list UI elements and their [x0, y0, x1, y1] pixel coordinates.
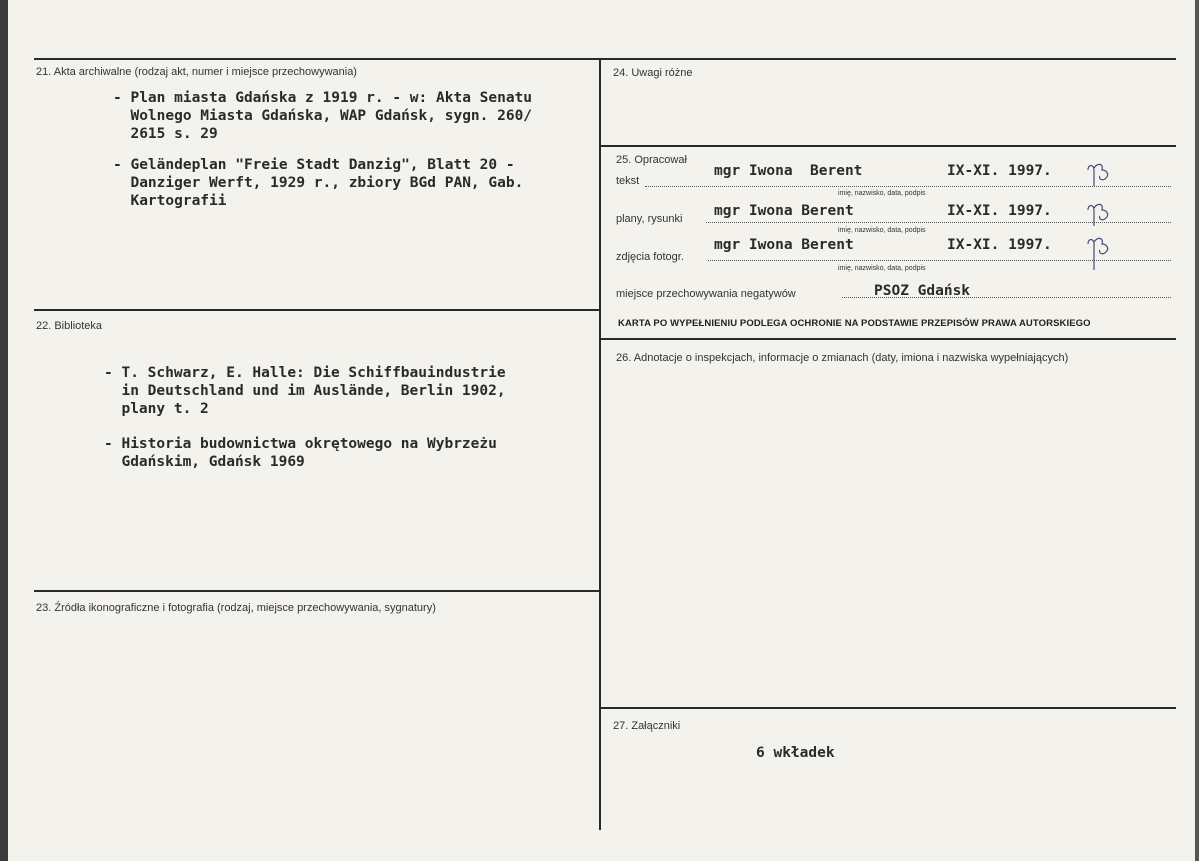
section-21-entry-1 — [113, 89, 532, 143]
author-row-plans-date: IX-XI. 1997. — [947, 203, 1052, 219]
author-row-plans-caption: imię, nazwisko, data, podpis — [838, 227, 926, 234]
entry-line: Wolnego Miasta Gdańska, WAP Gdańsk, sygn. 260/ — [113, 108, 533, 124]
signature-initials-3 — [1084, 234, 1124, 274]
center-divider — [599, 58, 601, 830]
attachments-value: 6 wkładek — [756, 745, 835, 761]
card-right-edge — [1195, 0, 1199, 861]
section-26-heading: 26. Adnotacje o inspekcjach, informacje o zmianach (daty, imiona i nazwiska wypełniających) — [616, 352, 1069, 364]
section-27-heading: 27. Załączniki — [613, 720, 681, 732]
section-23-heading: 23. Źródła ikonograficzne i fotografia (rodzaj, miejsce przechowywania, sygnatury) — [36, 602, 436, 614]
author-row-label-plans: plany, rysunki — [616, 213, 683, 225]
signature-initials-2 — [1084, 200, 1124, 228]
rule-21-22 — [34, 309, 600, 311]
section-22-heading: 22. Biblioteka — [36, 320, 103, 332]
card-left-edge — [0, 0, 8, 861]
entry-line: Kartografii — [113, 193, 227, 209]
author-row-text-caption: imię, nazwisko, data, podpis — [838, 190, 926, 197]
negatives-value: PSOZ Gdańsk — [874, 283, 971, 299]
author-row-label-photos: zdjęcia fotogr. — [616, 251, 684, 263]
negatives-label: miejsce przechowywania negatywów — [616, 288, 796, 300]
author-row-plans-value: mgr Iwona Berent — [714, 203, 854, 219]
section-24-heading: 24. Uwagi różne — [613, 67, 693, 79]
rule-22-23 — [34, 590, 600, 592]
author-row-text-value: mgr Iwona Berent — [714, 163, 863, 179]
entry-line: - Historia budownictwa okrętowego na Wybrzeżu — [104, 436, 497, 452]
rule-26-27 — [600, 707, 1176, 709]
section-22-entry-2 — [104, 435, 497, 471]
author-row-text-date: IX-XI. 1997. — [947, 163, 1052, 179]
author-row-label-text: tekst — [616, 175, 640, 187]
entry-line: in Deutschland und im Auslände, Berlin 1902, — [104, 383, 506, 399]
entry-line: Gdańskim, Gdańsk 1969 — [104, 454, 305, 470]
entry-line: plany t. 2 — [104, 401, 209, 417]
entry-line: - T. Schwarz, E. Halle: Die Schiffbauindustrie — [104, 365, 506, 381]
section-22-entry-1 — [104, 364, 506, 418]
entry-line: - Plan miasta Gdańska z 1919 r. - w: Akta Senatu — [113, 90, 533, 106]
copyright-note: KARTA PO WYPEŁNIENIU PODLEGA OCHRONIE NA PODSTAWIE PRZEPISÓW PRAWA AUTORSKIEGO — [618, 318, 1091, 329]
author-row-photos-value: mgr Iwona Berent — [714, 237, 854, 253]
entry-line: - Geländeplan "Freie Stadt Danzig", Blatt 20 - — [113, 157, 515, 173]
section-21-heading: 21. Akta archiwalne (rodzaj akt, numer i miejsce przechowywania) — [36, 66, 357, 78]
author-row-photos-caption: imię, nazwisko, data, podpis — [838, 265, 926, 272]
signature-initials-1 — [1084, 160, 1124, 188]
rule-24-25 — [600, 145, 1176, 147]
entry-line: Danziger Werft, 1929 r., zbiory BGd PAN, Gab. — [113, 175, 524, 191]
section-25-heading: 25. Opracował — [616, 154, 687, 166]
top-rule — [34, 58, 1176, 60]
author-row-photos-date: IX-XI. 1997. — [947, 237, 1052, 253]
section-21-entry-2 — [113, 156, 523, 210]
rule-25-26 — [600, 338, 1176, 340]
entry-line: 2615 s. 29 — [113, 126, 218, 142]
